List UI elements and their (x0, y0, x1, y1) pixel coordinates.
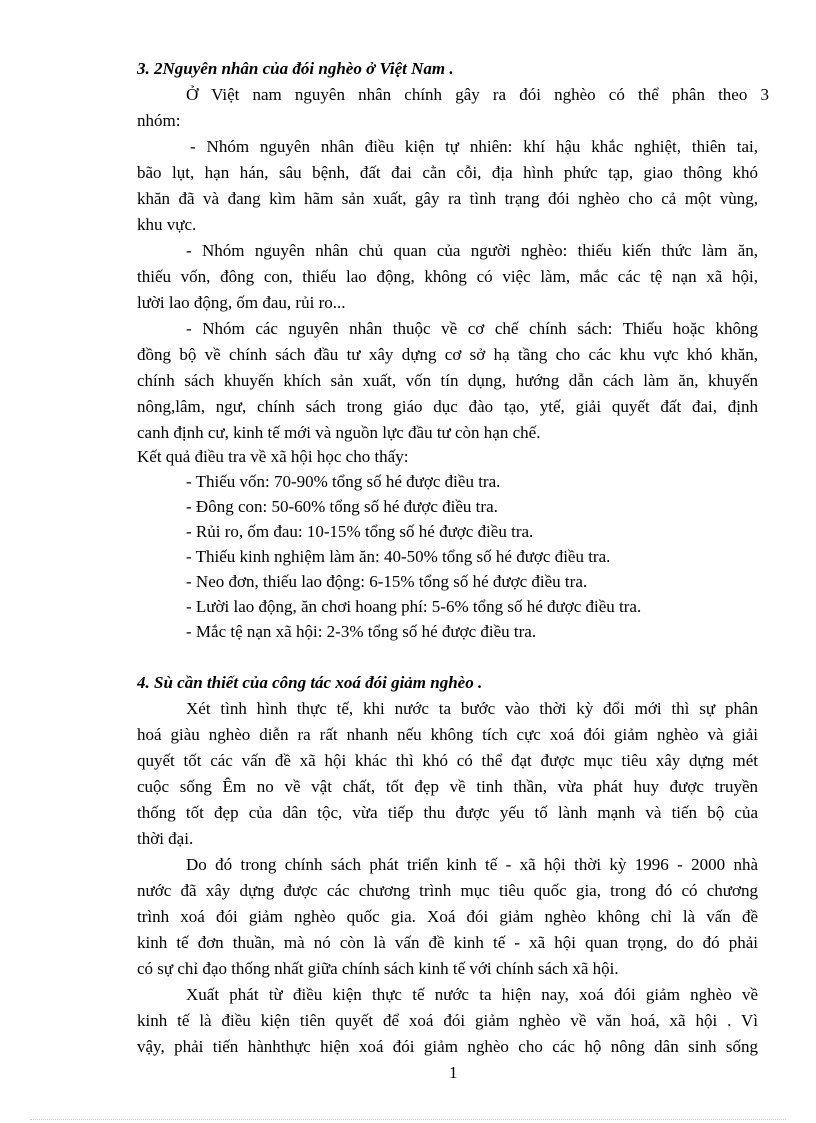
paragraph-line: kinh tế là điều kiện tiên quyết để xoá đói giảm nghèo về văn hoá, xã hội . Vì (137, 1011, 758, 1030)
survey-item: - Rủi ro, ốm đau: 10-15% tổng số hé được điều tra. (186, 522, 534, 541)
section-4-heading: 4. Sù cần thiết của công tác xoá đói giảm nghèo . (137, 673, 483, 692)
paragraph-line: thời đại. (137, 829, 194, 848)
paragraph-line: - Nhóm các nguyên nhân thuộc về cơ chế chính sách: Thiếu hoặc không (186, 319, 758, 338)
paragraph-line: - Nhóm nguyên nhân chủ quan của người nghèo: thiếu kiến thức làm ăn, (186, 241, 758, 260)
paragraph-line: lười lao động, ốm đau, rủi ro... (137, 293, 346, 312)
page-bottom-divider (30, 1119, 786, 1120)
paragraph-line: quyết tốt các vấn đề xã hội khác thì khó có thể đạt được mục tiêu xây dựng mét (137, 751, 758, 770)
survey-item: - Lười lao động, ăn chơi hoang phí: 5-6% tổng số hé được điều tra. (186, 597, 642, 616)
paragraph-line: khăn đã và đang kìm hãm sản xuất, gây ra tình trạng đói nghèo cho cả một vùng, (137, 189, 758, 208)
paragraph-line: hoá giàu nghèo diễn ra rất nhanh nếu không tích cực xoá đói giảm nghèo và giải (137, 725, 758, 744)
page-number: 1 (449, 1063, 458, 1082)
paragraph-line: kinh tế đơn thuần, mà nó còn là vấn đề kinh tế - xã hội quan trọng, do đó phải (137, 933, 758, 952)
paragraph-line: bão lụt, hạn hán, sâu bệnh, đất đai cằn cỗi, địa hình phức tạp, giao thông khó (137, 163, 758, 182)
paragraph-line: - Nhóm nguyên nhân điều kiện tự nhiên: khí hậu khắc nghiệt, thiên tai, (190, 137, 758, 156)
paragraph-line: chính sách khuyến khích sản xuất, vốn tín dụng, hướng dẫn cách làm ăn, khuyến (137, 371, 758, 390)
survey-item: - Thiếu kinh nghiệm làm ăn: 40-50% tổng số hé được điều tra. (186, 547, 611, 566)
survey-item: - Mắc tệ nạn xã hội: 2-3% tổng số hé được điều tra. (186, 622, 537, 641)
paragraph-line: thiếu vốn, đông con, thiếu lao động, không có việc làm, mắc các tệ nạn xã hội, (137, 267, 758, 286)
paragraph-line: Xét tình hình thực tế, khi nước ta bước vào thời kỳ đổi mới thì sự phân (186, 699, 758, 718)
paragraph-line: nước đã xây dựng được các chương trình mục tiêu quốc gia, trong đó có chương (137, 881, 758, 900)
section-3-heading: 3. 2Nguyên nhân của đói nghèo ở Việt Nam . (137, 59, 454, 78)
paragraph-line: Do đó trong chính sách phát triển kinh tế - xã hội thời kỳ 1996 - 2000 nhà (186, 855, 758, 874)
survey-item: - Neo đơn, thiếu lao động: 6-15% tổng số hé được điều tra. (186, 572, 588, 591)
paragraph-line: đồng bộ về chính sách đầu tư xây dựng cơ sở hạ tầng cho các khu vực khó khăn, (137, 345, 758, 364)
paragraph-line: Kết quả điều tra về xã hội học cho thấy: (137, 447, 409, 466)
paragraph-line: cuộc sống Êm no về vật chất, tốt đẹp về tinh thần, vừa phát huy được truyền (137, 777, 758, 796)
paragraph-line: nông,lâm, ngư, chính sách trong giáo dục đào tạo, ytế, giải quyết đất đai, định (137, 397, 758, 416)
paragraph-line: khu vực. (137, 215, 197, 234)
paragraph-line: trình xoá đói giảm nghèo quốc gia. Xoá đói giảm nghèo không chỉ là vấn đề (137, 907, 758, 926)
paragraph-line: Ở Việt nam nguyên nhân chính gây ra đói nghèo có thể phân theo 3 (186, 85, 769, 104)
survey-item: - Đông con: 50-60% tổng số hé được điều tra. (186, 497, 498, 516)
survey-item: - Thiếu vốn: 70-90% tổng số hé được điều tra. (186, 472, 501, 491)
paragraph-line: vậy, phải tiến hànhthực hiện xoá đói giảm nghèo cho các hộ nông dân sinh sống (137, 1037, 758, 1056)
paragraph-line: thống tốt đẹp của dân tộc, vừa tiếp thu được yếu tố lành mạnh và tiến bộ của (137, 803, 758, 822)
paragraph-line: có sự chỉ đạo thống nhất giữa chính sách kinh tế với chính sách xã hội. (137, 959, 619, 978)
paragraph-line: Xuất phát từ điều kiện thực tế nước ta hiện nay, xoá đói giảm nghèo về (186, 985, 758, 1004)
paragraph-line: canh định cư, kinh tế mới và nguồn lực đầu tư còn hạn chế. (137, 423, 541, 442)
paragraph-line: nhóm: (137, 111, 181, 130)
